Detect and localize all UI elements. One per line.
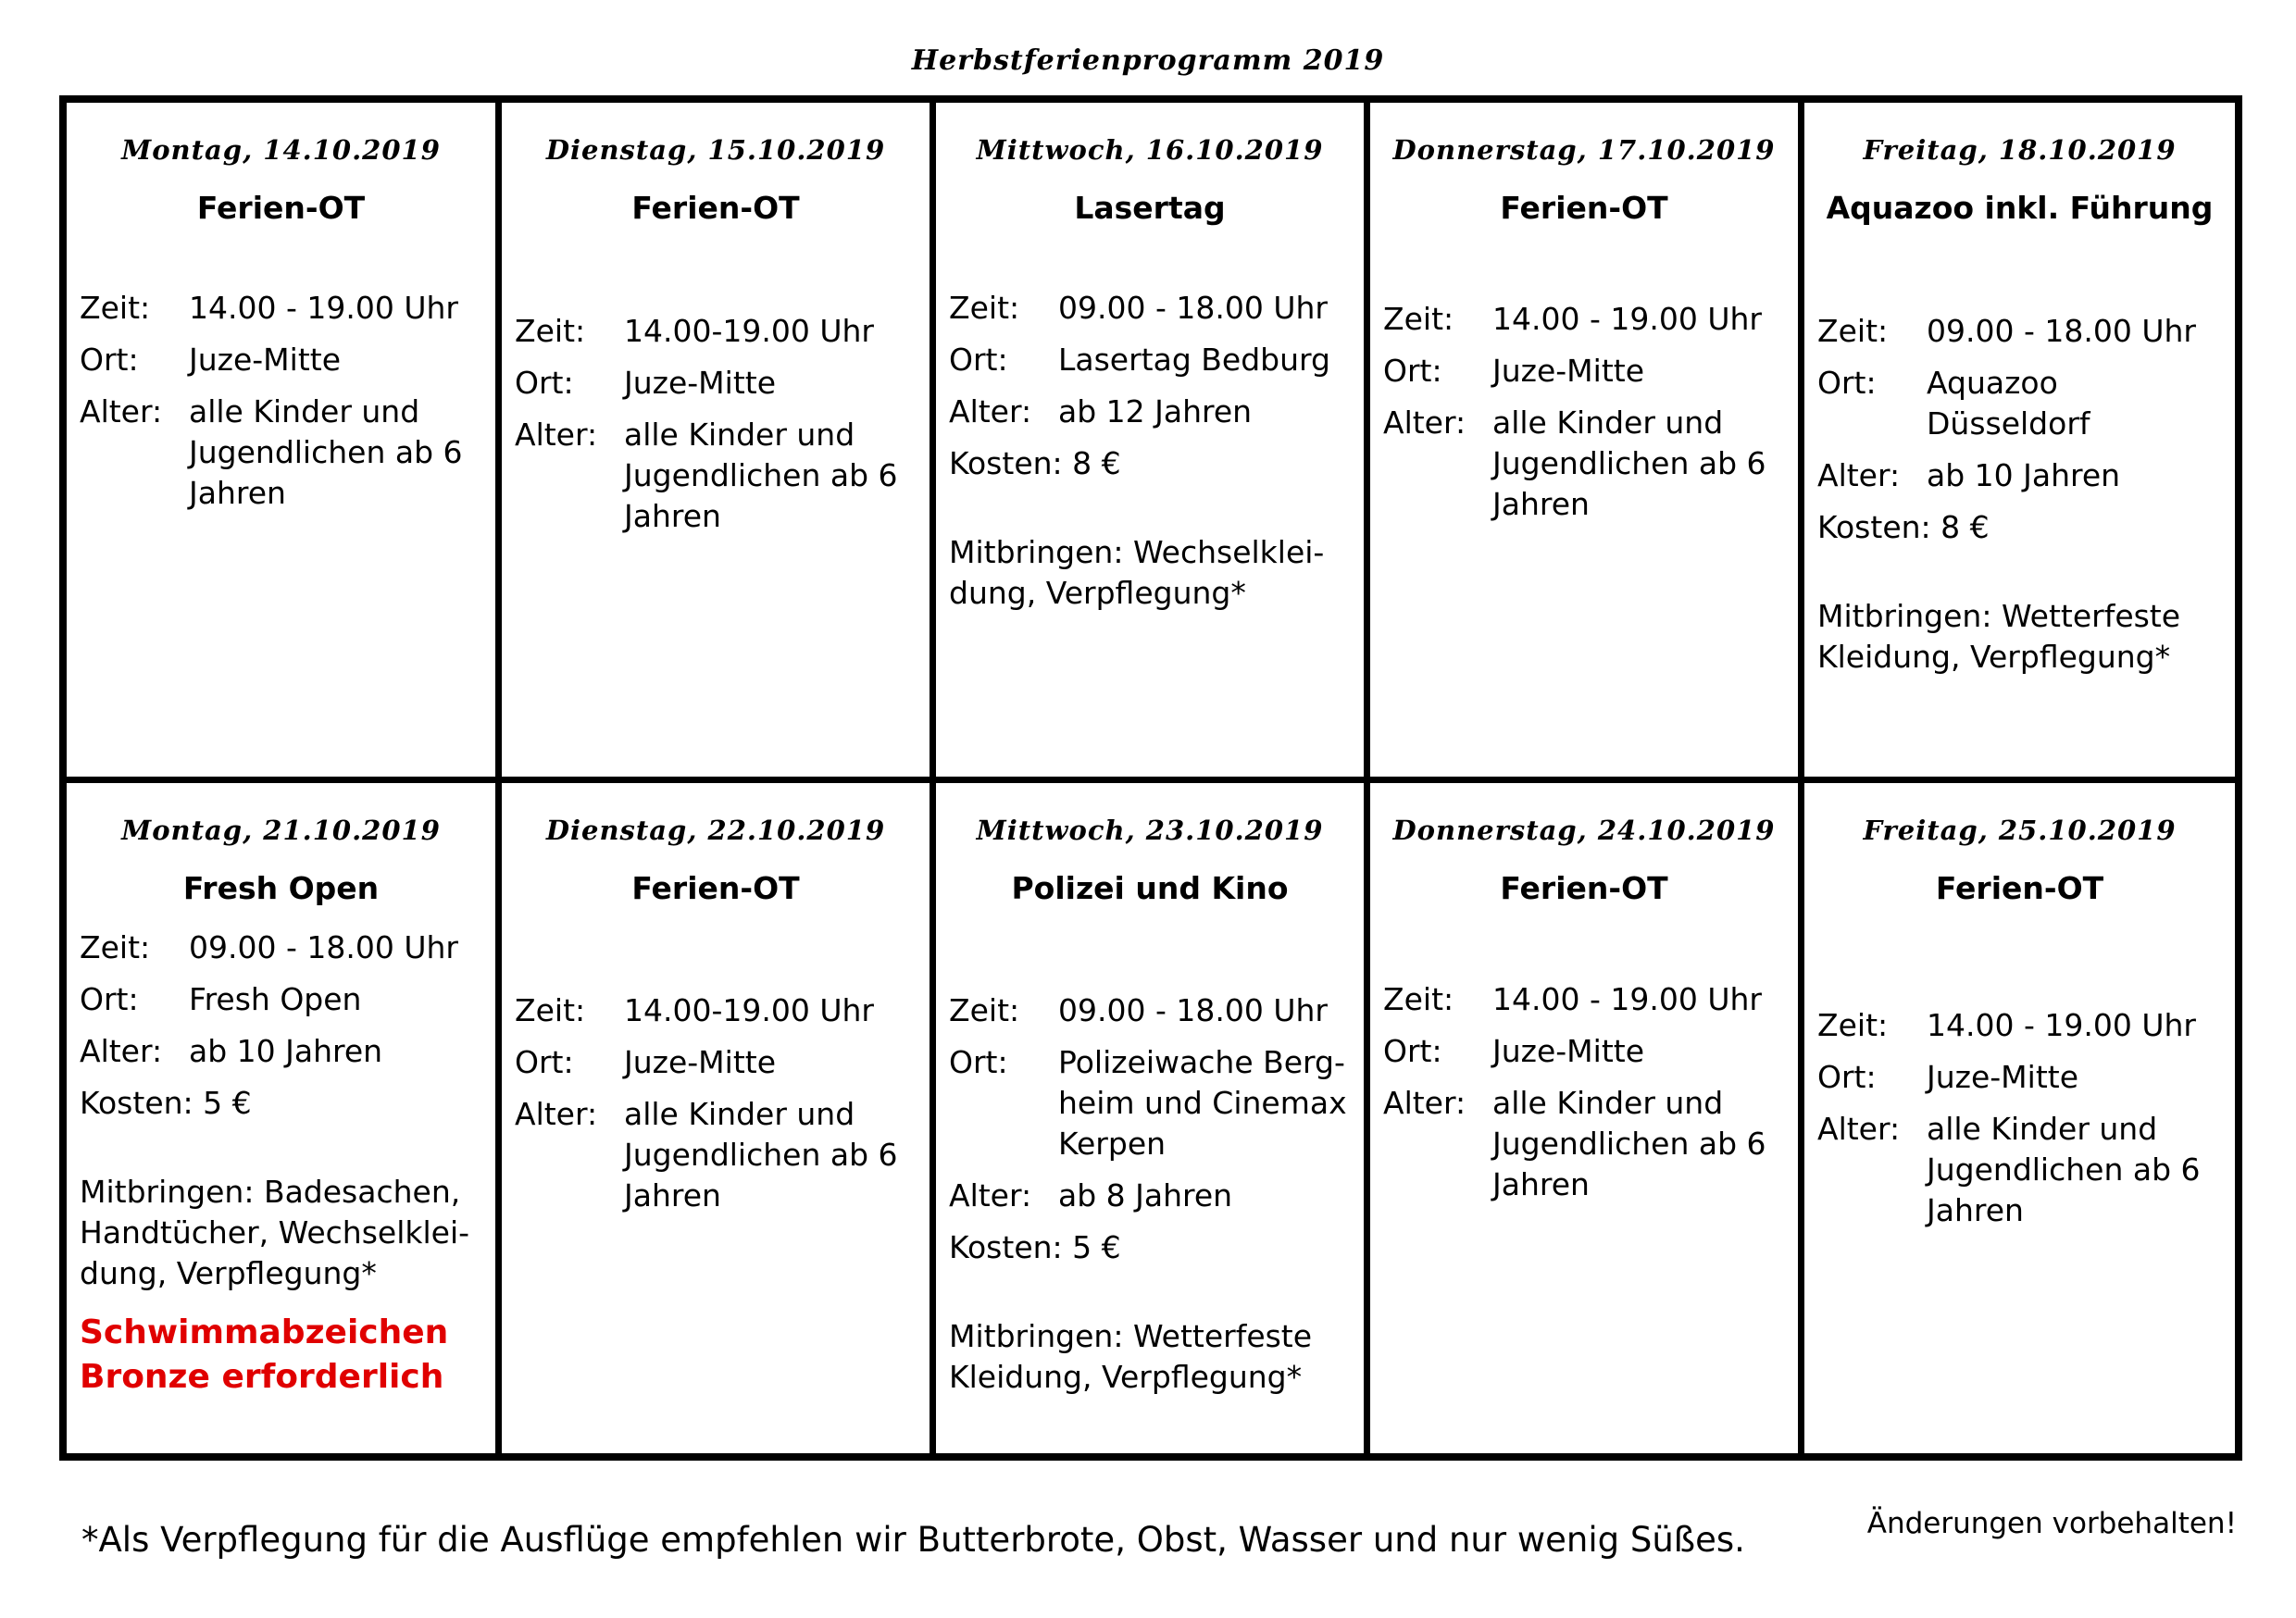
alter-value: ab 8 Jahren [1058,1177,1233,1214]
alter-label: Alter: [1817,457,1901,493]
day-date: Mittwoch, 16.10.2019 [976,134,1324,166]
event-details [949,288,1358,614]
mitbringen-text: Mitbringen: Wetterfeste Kleidung, Verpflegung* [1817,598,2181,675]
alter-label: Alter: [949,393,1032,429]
event-details [80,927,490,1400]
day-date: Freitag, 18.10.2019 [1863,134,2177,166]
event-details [515,990,924,1227]
zeit-label: Zeit: [1817,1007,1889,1043]
ort-label: Ort: [1817,365,1877,401]
event-title: Aquazoo inkl. Führung [1826,190,2214,226]
event-details [1817,1005,2229,1242]
alter-label: Alter: [80,1033,163,1069]
alter-value: ab 10 Jahren [1927,457,2121,493]
zeit-label: Zeit: [80,290,151,326]
alter-value: ab 10 Jahren [189,1033,383,1069]
zeit-label: Zeit: [515,313,586,349]
zeit-value: 14.00 - 19.00 Uhr [189,290,458,326]
alter-value: alle Kinder und Jugendlichen ab 6 Jahren [189,393,463,511]
zeit-label: Zeit: [1383,981,1454,1017]
day-date: Montag, 21.10.2019 [121,815,441,846]
warning-text: Schwimmabzeichen Bronze erforderlich [80,1313,449,1396]
zeit-value: 14.00 - 19.00 Uhr [1492,981,1762,1017]
zeit-value: 09.00 - 18.00 Uhr [1058,290,1328,326]
ort-value: Juze-Mitte [1492,1033,1645,1069]
day-date: Freitag, 25.10.2019 [1863,815,2177,846]
day-cell [502,103,930,777]
ort-label: Ort: [1383,1033,1442,1069]
day-cell [1804,103,2235,777]
event-title: Ferien-OT [1500,190,1668,226]
alter-label: Alter: [949,1177,1032,1214]
alter-value: alle Kinder und Jugendlichen ab 6 Jahren [1492,1085,1766,1202]
alter-value: alle Kinder und Jugendlichen ab 6 Jahren [1927,1111,2201,1228]
alter-label: Alter: [515,1096,598,1132]
alter-label: Alter: [515,417,598,453]
alter-value: alle Kinder und Jugendlichen ab 6 Jahren [1492,404,1766,522]
ort-value: Juze-Mitte [624,365,777,401]
event-details [1383,299,1792,536]
zeit-label: Zeit: [1383,301,1454,337]
disclaimer: Änderungen vorbehalten! [1866,1507,2237,1540]
mitbringen-text: Mitbringen: Wetterfeste Kleidung, Verpflegung* [949,1318,1313,1395]
ort-label: Ort: [949,342,1008,378]
zeit-value: 14.00-19.00 Uhr [624,992,874,1028]
mitbringen-text: Mitbringen: Badesachen, Handtücher, Wechselklei-dung, Verpflegung* [80,1174,470,1291]
alter-label: Alter: [1383,404,1466,441]
ort-label: Ort: [515,1044,574,1080]
alter-value: alle Kinder und Jugendlichen ab 6 Jahren [624,1096,898,1214]
day-cell [1804,783,2235,1453]
day-cell [1370,103,1798,777]
day-cell [936,783,1364,1453]
event-title: Polizei und Kino [1011,870,1289,906]
zeit-value: 14.00 - 19.00 Uhr [1492,301,1762,337]
ort-label: Ort: [80,981,139,1017]
ort-value: Juze-Mitte [624,1044,777,1080]
ort-value: Juze-Mitte [189,342,342,378]
zeit-value: 09.00 - 18.00 Uhr [189,929,458,965]
ort-label: Ort: [80,342,139,378]
zeit-label: Zeit: [949,992,1020,1028]
day-cell [936,103,1364,777]
zeit-label: Zeit: [949,290,1020,326]
verpflegung-note: *Als Verpflegung für die Ausflüge empfehlen wir Butterbrote, Obst, Wasser und nur wenig Süßes. [81,1520,1745,1560]
day-cell [67,783,495,1453]
ort-label: Ort: [515,365,574,401]
event-title: Ferien-OT [631,870,800,906]
mitbringen-text: Mitbringen: Wechselklei-dung, Verpflegung* [949,534,1325,611]
kosten-text: Kosten: 8 € [1817,509,1990,545]
event-details [80,288,490,525]
zeit-value: 09.00 - 18.00 Uhr [1927,313,2196,349]
alter-label: Alter: [80,393,163,429]
day-cell [1370,783,1798,1453]
zeit-label: Zeit: [515,992,586,1028]
ort-value: Aquazoo Düsseldorf [1927,365,2090,442]
ort-value: Juze-Mitte [1927,1059,2079,1095]
alter-value: ab 12 Jahren [1058,393,1253,429]
ort-value: Polizeiwache Berg-heim und Cinemax Kerpen [1058,1044,1347,1162]
alter-label: Alter: [1817,1111,1901,1147]
day-date: Donnerstag, 17.10.2019 [1392,134,1776,166]
alter-label: Alter: [1383,1085,1466,1121]
zeit-label: Zeit: [80,929,151,965]
event-title: Ferien-OT [1500,870,1668,906]
day-date: Dienstag, 15.10.2019 [545,134,886,166]
schedule-grid [59,95,2242,1461]
zeit-value: 14.00-19.00 Uhr [624,313,874,349]
page-title: Herbstferienprogramm 2019 [911,44,1385,77]
ort-label: Ort: [1383,353,1442,389]
event-title: Ferien-OT [631,190,800,226]
ort-value: Fresh Open [189,981,362,1017]
zeit-value: 14.00 - 19.00 Uhr [1927,1007,2196,1043]
event-title: Lasertag [1074,190,1226,226]
alter-value: alle Kinder und Jugendlichen ab 6 Jahren [624,417,898,534]
kosten-text: Kosten: 5 € [80,1085,252,1121]
zeit-label: Zeit: [1817,313,1889,349]
ort-label: Ort: [1817,1059,1877,1095]
day-date: Montag, 14.10.2019 [121,134,441,166]
event-details [1383,979,1792,1216]
day-date: Mittwoch, 23.10.2019 [976,815,1324,846]
event-details [515,311,924,548]
event-details [1817,311,2229,678]
kosten-text: Kosten: 5 € [949,1229,1121,1265]
ort-value: Juze-Mitte [1492,353,1645,389]
day-date: Dienstag, 22.10.2019 [545,815,886,846]
day-cell [502,783,930,1453]
event-title: Ferien-OT [196,190,366,226]
day-cell [67,103,495,777]
event-title: Fresh Open [182,870,380,906]
row-divider [67,777,2235,783]
zeit-value: 09.00 - 18.00 Uhr [1058,992,1328,1028]
ort-value: Lasertag Bedburg [1058,342,1330,378]
day-date: Donnerstag, 24.10.2019 [1392,815,1776,846]
event-title: Ferien-OT [1935,870,2104,906]
kosten-text: Kosten: 8 € [949,445,1121,481]
event-details [949,990,1358,1398]
ort-label: Ort: [949,1044,1008,1080]
